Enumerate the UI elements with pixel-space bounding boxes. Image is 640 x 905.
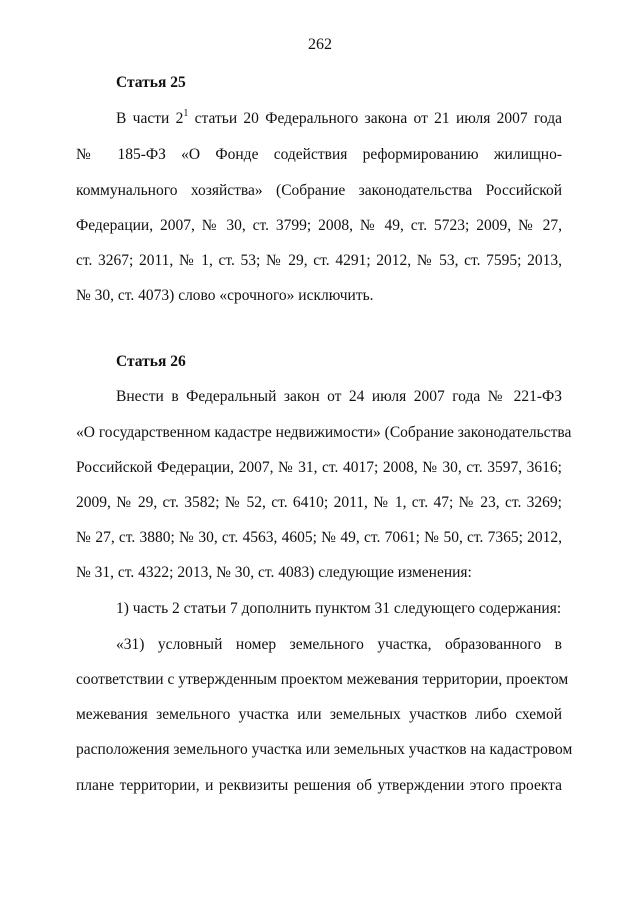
article-26-quote-line-3: межевания земельного участка или земельных участков либо схемой [76, 706, 562, 723]
article-26-quote-line-4: расположения земельного участка или земельных участков на кадастровом [76, 741, 573, 758]
article-26-quote-line-2: соответствии с утвержденным проектом межевания территории, проектом [76, 671, 569, 688]
article-26-line-1: Внести в Федеральный закон от 24 июля 2007 года № 221-ФЗ [116, 388, 562, 405]
page-number: 262 [308, 36, 332, 53]
article-26-line-5: № 27, ст. 3880; № 30, ст. 4563, 4605; № 49, ст. 7061; № 50, ст. 7365; 2012, [76, 529, 562, 546]
article-25-line-2: № 185-ФЗ «О Фонде содействия реформированию жилищно- [76, 146, 562, 163]
article-25-title: Статья 25 [116, 74, 186, 91]
article-26-line-4: 2009, № 29, ст. 3582; № 52, ст. 6410; 2011, № 1, ст. 47; № 23, ст. 3269; [76, 494, 562, 511]
article-26-quote-line-1: «31) условный номер земельного участка, образованного в [116, 636, 562, 653]
superscript: 1 [183, 108, 189, 119]
article-25-line-6: № 30, ст. 4073) слово «срочного» исключить. [76, 287, 374, 304]
article-25-line-4: Федерации, 2007, № 30, ст. 3799; 2008, № 49, ст. 5723; 2009, № 27, [76, 217, 562, 234]
article-26-item-1: 1) часть 2 статьи 7 дополнить пунктом 31 следующего содержания: [116, 600, 562, 617]
article-25-line-1: В части $2^1$ статьи 20 Федерального закона от 21 июля 2007 года [116, 108, 562, 127]
article-26-quote-line-5: плане территории, и реквизиты решения об утверждении этого проекта [76, 777, 562, 794]
article-26-line-2: «О государственном кадастре недвижимости» (Собрание законодательства [76, 424, 572, 441]
article-26-line-3: Российской Федерации, 2007, № 31, ст. 4017; 2008, № 30, ст. 3597, 3616; [76, 459, 562, 476]
article-26-title: Статья 26 [116, 353, 186, 370]
article-25-line-5: ст. 3267; 2011, № 1, ст. 53; № 29, ст. 4291; 2012, № 53, ст. 7595; 2013, [76, 252, 562, 269]
article-25-lead: В части $2^1$ [116, 108, 189, 127]
article-25-line-3: коммунального хозяйства» (Собрание законодательства Российской [76, 182, 562, 199]
article-26-line-6: № 31, ст. 4322; 2013, № 30, ст. 4083) следующие изменения: [76, 564, 472, 581]
